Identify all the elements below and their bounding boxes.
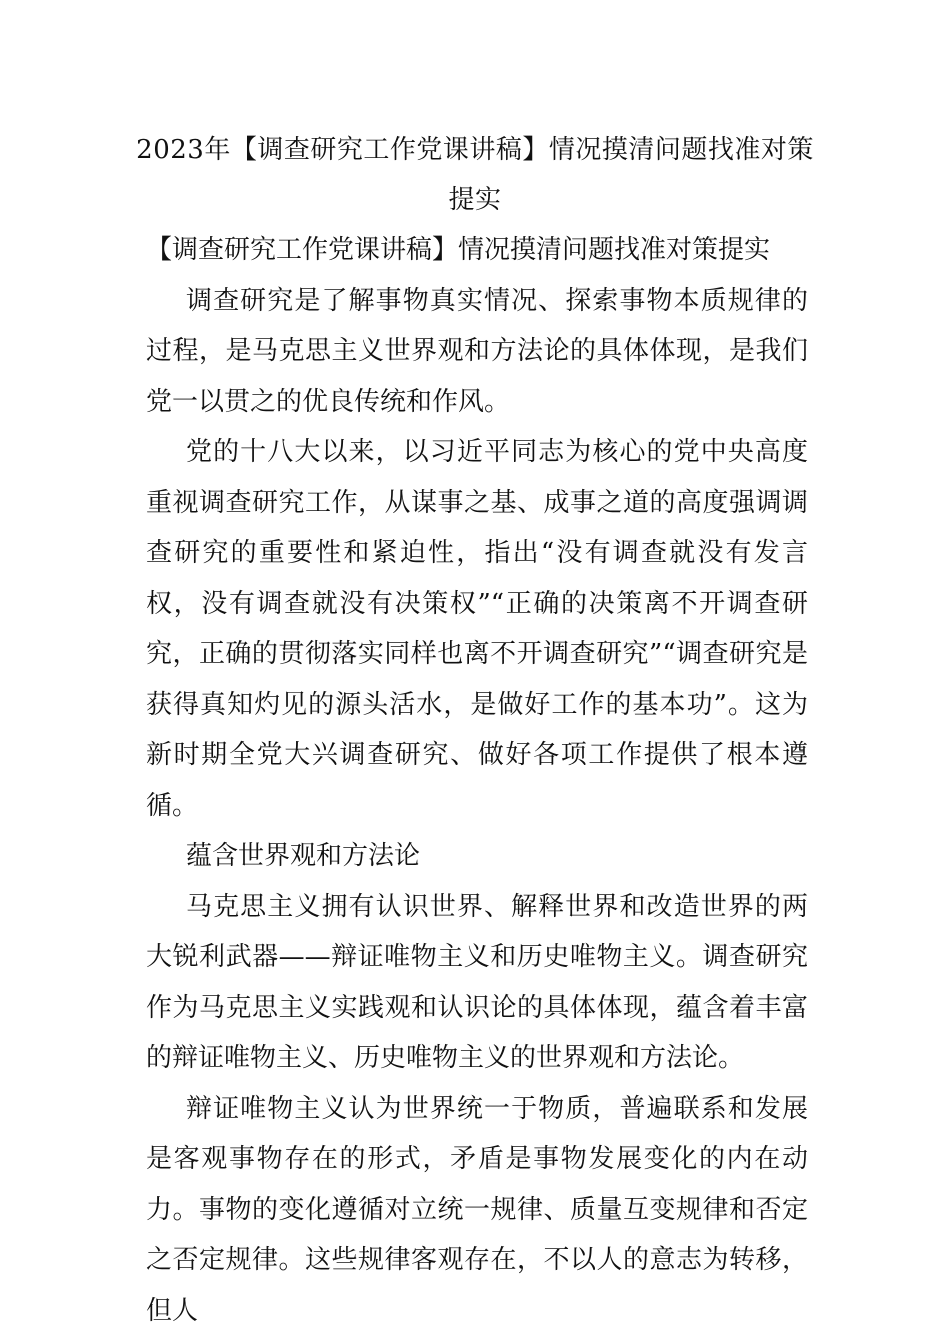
document-title: 2023年【调查研究工作党课讲稿】情况摸清问题找准对策提实 — [136, 135, 814, 215]
document-subtitle: 【调查研究工作党课讲稿】情况摸清问题找准对策提实 — [146, 235, 771, 265]
section-heading: 蕴含世界观和方法论 — [186, 841, 421, 871]
paragraph-3: 马克思主义拥有认识世界、解释世界和改造世界的两大锐利武器——辩证唯物主义和历史唯物主义。调查研究作为马克思主义实践观和认识论的具体体现，蕴含着丰富的辩证唯物主义、历史唯物主义的世界观和方法论。 — [146, 891, 808, 1073]
paragraph-2: 党的十八大以来，以习近平同志为核心的党中央高度重视调查研究工作，从谋事之基、成事之道的高度强调调查研究的重要性和紧迫性，指出“没有调查就没有发言权，没有调查就没有决策权”“正确的决策离不开调查研究，正确的贯彻落实同样也离不开调查研究”“调查研究是获得真知灼见的源头活水，是做好工作的基本功”。这为新时期全党大兴调查研究、做好各项工作提供了根本遵循。 — [146, 437, 808, 821]
paragraph-1: 调查研究是了解事物真实情况、探索事物本质规律的过程，是马克思主义世界观和方法论的具体体现，是我们党一以贯之的优良传统和作风。 — [146, 285, 808, 417]
paragraph-4: 辩证唯物主义认为世界统一于物质，普遍联系和发展是客观事物存在的形式，矛盾是事物发展变化的内在动力。事物的变化遵循对立统一规律、质量互变规律和否定之否定规律。这些规律客观存在，不以人的意志为转移，但人 — [146, 1093, 808, 1326]
document-body — [146, 225, 808, 1336]
